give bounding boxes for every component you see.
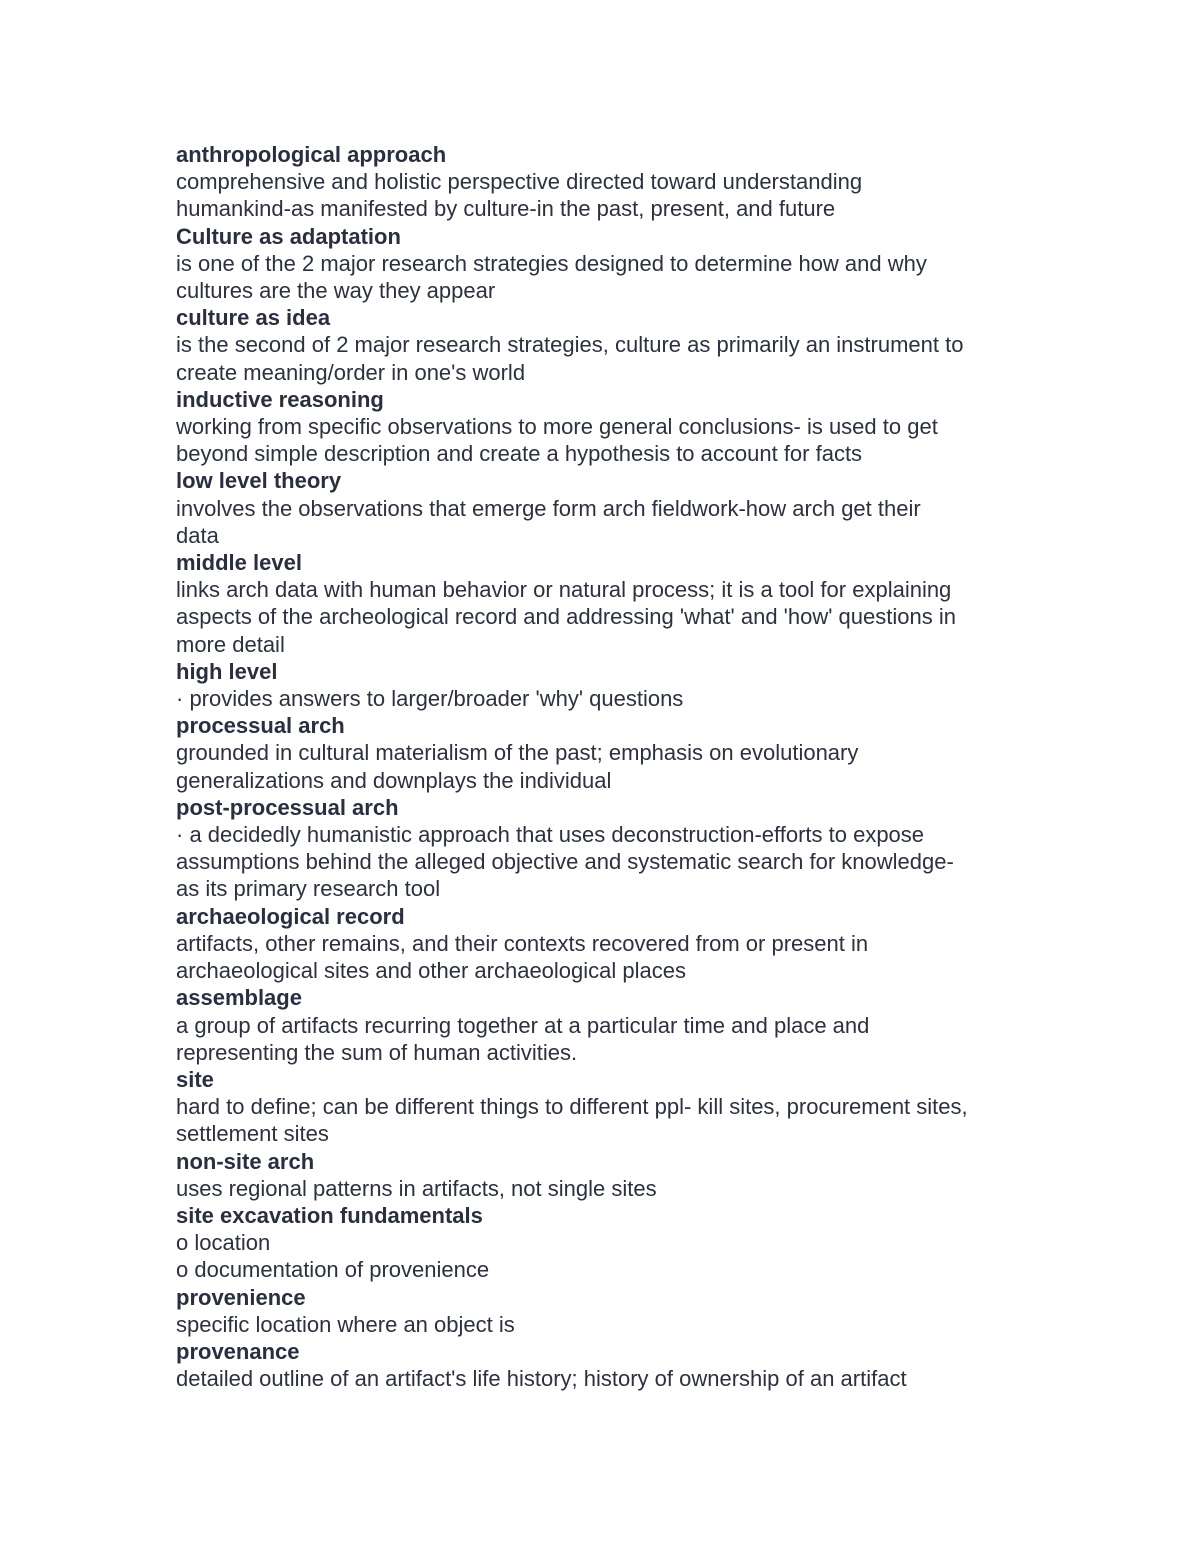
glossary-definition-line: more detail xyxy=(176,631,285,657)
glossary-entry xyxy=(176,712,1056,794)
glossary-definition-line: settlement sites xyxy=(176,1121,329,1147)
glossary-entry xyxy=(176,658,1056,712)
glossary-definition-line: · provides answers to larger/broader 'why' questions xyxy=(176,686,684,712)
glossary-entry xyxy=(176,984,1056,1066)
glossary-definition-line: beyond simple description and create a hypothesis to account for facts xyxy=(176,441,863,467)
glossary-definition-line: archaeological sites and other archaeological places xyxy=(176,958,686,984)
glossary-term: provenience xyxy=(176,1284,306,1310)
glossary-definition-line: aspects of the archeological record and addressing 'what' and 'how' questions in xyxy=(176,604,956,630)
glossary-term: low level theory xyxy=(176,468,342,494)
glossary-term: inductive reasoning xyxy=(176,386,384,412)
glossary-definition-line: is the second of 2 major research strategies, culture as primarily an instrument to xyxy=(176,332,964,358)
glossary-entry xyxy=(176,1148,1056,1202)
glossary-definition-line: humankind-as manifested by culture-in the past, present, and future xyxy=(176,196,836,222)
glossary-entry xyxy=(176,549,1056,658)
glossary-entry xyxy=(176,1338,1056,1392)
glossary-definition-line: as its primary research tool xyxy=(176,876,441,902)
glossary-definition-line: grounded in cultural materialism of the past; emphasis on evolutionary xyxy=(176,740,859,766)
glossary-definition-line: artifacts, other remains, and their contexts recovered from or present in xyxy=(176,930,869,956)
glossary-definition-line: · a decidedly humanistic approach that uses deconstruction-efforts to expose xyxy=(176,822,925,848)
glossary-entry xyxy=(176,223,1056,305)
glossary-entry xyxy=(176,1202,1056,1284)
glossary-definition-line: generalizations and downplays the individual xyxy=(176,767,612,793)
glossary-term: culture as idea xyxy=(176,305,331,331)
glossary-term: post-processual arch xyxy=(176,794,399,820)
glossary-entry xyxy=(176,467,1056,549)
glossary-definition-line: involves the observations that emerge form arch fieldwork-how arch get their xyxy=(176,495,921,521)
glossary-term: anthropological approach xyxy=(176,142,447,167)
glossary-definition-line: specific location where an object is xyxy=(176,1311,515,1337)
document-page xyxy=(176,141,1056,1392)
glossary-definition-line: is one of the 2 major research strategies designed to determine how and why xyxy=(176,250,927,276)
glossary-definition-line: links arch data with human behavior or natural process; it is a tool for explaining xyxy=(176,577,952,603)
glossary-entry xyxy=(176,386,1056,468)
glossary-entry xyxy=(176,903,1056,985)
glossary-definition-line: representing the sum of human activities. xyxy=(176,1039,578,1065)
glossary-definition-line: o documentation of provenience xyxy=(176,1257,490,1283)
glossary-term: provenance xyxy=(176,1338,300,1364)
glossary-term: site xyxy=(176,1066,214,1092)
glossary-definition-line: detailed outline of an artifact's life history; history of ownership of an artifact xyxy=(176,1366,907,1392)
glossary-term: archaeological record xyxy=(176,903,405,929)
glossary-entry xyxy=(176,1066,1056,1148)
glossary-entry xyxy=(176,794,1056,903)
glossary-definition-line: cultures are the way they appear xyxy=(176,278,496,304)
glossary-term: middle level xyxy=(176,550,302,576)
glossary-entry xyxy=(176,304,1056,386)
glossary-term: high level xyxy=(176,658,278,684)
glossary-definition-line: uses regional patterns in artifacts, not single sites xyxy=(176,1175,657,1201)
glossary-definition-line: hard to define; can be different things to different ppl- kill sites, procurement sites, xyxy=(176,1094,968,1120)
glossary-term: site excavation fundamentals xyxy=(176,1202,483,1228)
glossary-term: assemblage xyxy=(176,985,302,1011)
glossary-definition-line: create meaning/order in one's world xyxy=(176,359,526,385)
glossary-definition-line: assumptions behind the alleged objective and systematic search for knowledge- xyxy=(176,849,954,875)
glossary-definition-line: data xyxy=(176,522,219,548)
glossary-definition-line: working from specific observations to more general conclusions- is used to get xyxy=(176,414,938,440)
glossary-definition-line: o location xyxy=(176,1230,271,1256)
glossary-term: Culture as adaptation xyxy=(176,223,401,249)
glossary-entry xyxy=(176,141,1056,223)
glossary-term: processual arch xyxy=(176,713,345,739)
glossary-term: non-site arch xyxy=(176,1148,315,1174)
glossary-definition-line: a group of artifacts recurring together at a particular time and place and xyxy=(176,1012,870,1038)
glossary-entry xyxy=(176,1284,1056,1338)
glossary-definition-line: comprehensive and holistic perspective directed toward understanding xyxy=(176,169,863,195)
